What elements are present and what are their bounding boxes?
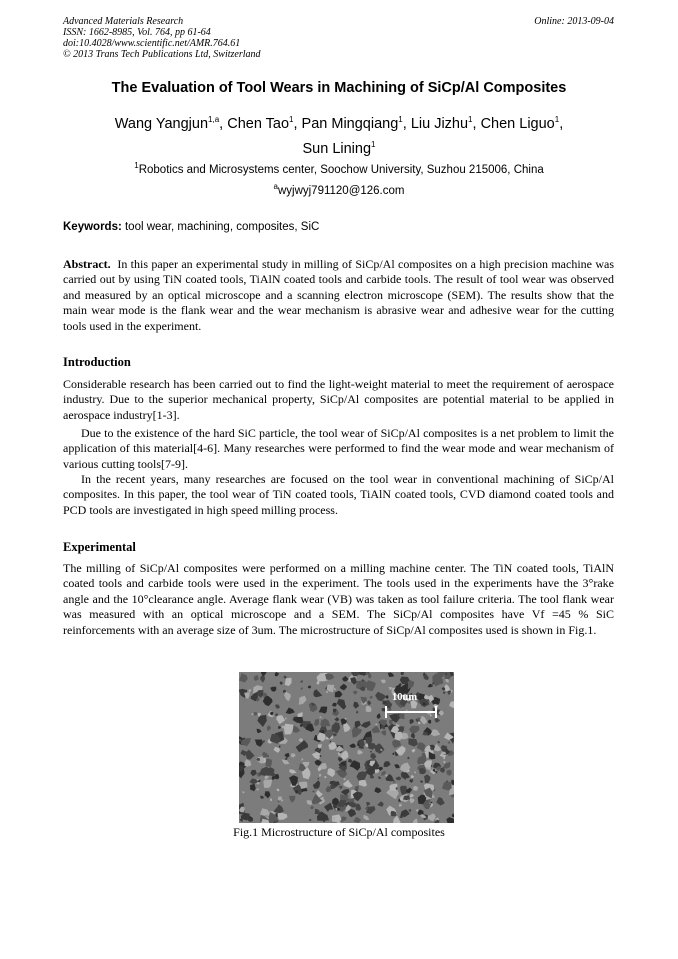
online-date: Online: 2013-09-04 <box>534 16 614 27</box>
author: Chen Liguo$^1$ <box>480 115 560 132</box>
author-list: Wang Yangjun$^{1,a}$, Chen Tao$^1$, Pan Mingqiang$^1$, Liu Jizhu$^1$, Chen Liguo$^1$, Sun Lining$^1$ <box>114 115 564 157</box>
affiliation: $^1$Robotics and Microsystems center, Soochow University, Suzhou 215006, China <box>134 161 544 176</box>
journal-doi: doi:10.4028/www.scientific.net/AMR.764.61 <box>63 38 241 49</box>
author-email: $^a$wyjwyj791120@126.com <box>273 182 405 197</box>
journal-copyright: © 2013 Trans Tech Publications Ltd, Switzerland <box>63 49 261 60</box>
sem-micrograph <box>239 672 454 823</box>
author: Chen Tao$^1$ <box>227 115 294 132</box>
keywords-text: tool wear, machining, composites, SiC <box>121 221 320 233</box>
abstract-text: In this paper an experimental study in milling of SiCp/Al composites on a high precision machine was carried out by using TiN coated tools, TiAlN coated tools and carbide tools. The result of tool wear was observed and measured by an optical microscope and a scanning electron microscope (SEM). The results show that the main wear mode is the flank wear and the wear mechanism is abrasive wear and adhesive wear for the cutting tools used in the experiment. <box>63 257 617 333</box>
author: Liu Jizhu$^1$ <box>410 115 473 132</box>
journal-issn: ISSN: 1662-8985, Vol. 764, pp 61-64 <box>63 27 211 38</box>
section-heading-introduction: Introduction <box>63 355 131 369</box>
journal-header <box>63 16 614 60</box>
keywords <box>63 221 614 233</box>
paper-title: The Evaluation of Tool Wears in Machining of SiCp/Al Composites <box>111 80 567 96</box>
intro-paragraph-3: In the recent years, many researches are focused on the tool wear in conventional machining of SiCp/Al composites. In this paper, the tool wear of TiN coated tools, TiAlN coated tools, CVD diamond coated tools and PCD tools are investigated in high speed milling process. <box>63 472 614 517</box>
author: Wang Yangjun$^{1,a}$ <box>114 115 220 132</box>
experimental-paragraph-1: The milling of SiCp/Al composites were performed on a milling machine center. The TiN coated tools, TiAlN coated tools and carbide tools were used in the experiment. The tools used in the experiments have the 3°rake angle and the 10°clearance angle. Average flank wear (VB) was taken as tool failure criteria. The tool flank wear was measured with an optical microscope and a SEM. The SiCp/Al composites have Vf =45 % SiC reinforcements with an average size of 3um. The microstructure of SiCp/Al composites used is shown in Fig.1. <box>63 561 614 637</box>
intro-paragraph-2: Due to the existence of the hard SiC particle, the tool wear of SiCp/Al composites is a net problem to limit the application of this material[4-6]. Many researches were performed to find the wear mode and wear mechanism of various cutting tools[7-9]. <box>63 426 614 471</box>
scale-bar <box>239 672 454 823</box>
intro-paragraph-1: Considerable research has been carried out to find the light-weight material to meet the requirement of aerospace industry. Due to the superior mechanical property, SiCp/Al composites are potential material to be applied in aerospace industry[1-3]. <box>63 377 614 422</box>
author: Sun Lining$^1$ <box>302 140 376 157</box>
figure-caption: Fig.1 Microstructure of SiCp/Al composites <box>233 825 445 839</box>
journal-name: Advanced Materials Research <box>63 16 184 27</box>
keywords-label: Keywords: <box>63 221 122 233</box>
abstract <box>63 257 617 334</box>
section-heading-experimental: Experimental <box>63 540 136 554</box>
scale-bar-label: 10um <box>392 692 418 703</box>
abstract-label: Abstract. <box>63 257 111 271</box>
author: Pan Mingqiang$^1$ <box>301 115 403 132</box>
